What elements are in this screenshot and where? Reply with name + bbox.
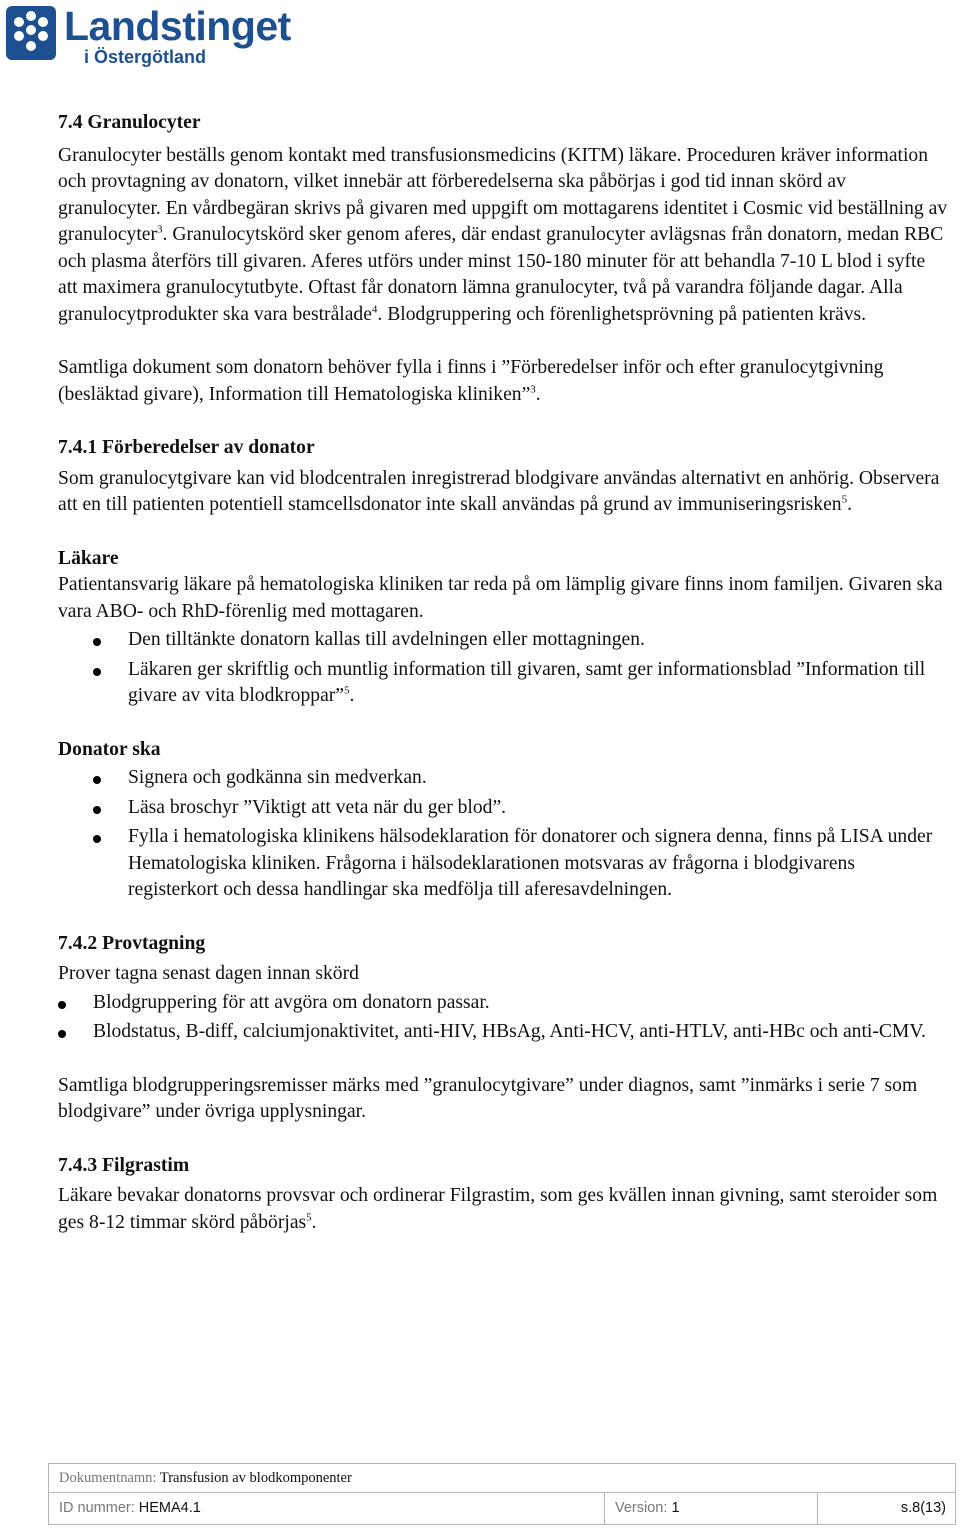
section-heading-7-4-2: 7.4.2 Provtagning (58, 932, 206, 954)
list-item: Blodgruppering för att avgöra om donatorn passar. (58, 990, 948, 1017)
footer-version: Version: 1 (604, 1493, 680, 1524)
bullet-icon (93, 806, 101, 814)
subheading-donator-ska: Donator ska (58, 738, 161, 760)
bullet-icon (93, 638, 101, 646)
document-body (58, 110, 948, 1236)
footer-meta-row (48, 1492, 956, 1525)
bullet-icon (93, 668, 101, 676)
logo-name: Landstinget (64, 3, 291, 49)
footer-value: Transfusion av blodkomponenter (159, 1470, 352, 1486)
document-footer (48, 1463, 956, 1524)
bullet-list-lakare (58, 627, 948, 710)
section-heading-7-4: 7.4 Granulocyter (58, 112, 201, 133)
footer-id: ID nummer: HEMA4.1 (59, 1500, 201, 1516)
paragraph-lakare: Patientansvarig läkare på hematologiska kliniken tar reda på om lämplig givare finns inom familjen. Givaren ska vara ABO- och RhD-förenlig med mottagaren. (58, 574, 943, 622)
bullet-icon (93, 776, 101, 784)
list-item: Läkaren ger skriftlig och muntlig information till givaren, samt ger informationsblad ”Information till givare av vita blodkroppar”$^5$. (58, 657, 948, 710)
footer-document-name (48, 1463, 956, 1492)
section-heading-7-4-1: 7.4.1 Förberedelser av donator (58, 437, 315, 458)
subheading-lakare: Läkare (58, 547, 119, 569)
bullet-icon (93, 835, 101, 843)
list-item: Signera och godkänna sin medverkan. (58, 765, 948, 792)
list-item: Läsa broschyr ”Viktigt att veta när du ger blod”. (58, 795, 948, 822)
organization-logo (4, 2, 291, 72)
footer-page-number: s.8(13) (817, 1493, 954, 1524)
paragraph-prover: Prover tagna senast dagen innan skörd (58, 963, 359, 984)
paragraph-filgrastim: Läkare bevakar donatorns provsvar och ordinerar Filgrastim, som ges kvällen innan givning, samt steroider som ges 8-12 timmar skörd påbörjas$^5$. (58, 1185, 938, 1233)
bullet-list-provtagning (58, 990, 948, 1046)
section-heading-7-4-3: 7.4.3 Filgrastim (58, 1154, 190, 1176)
paragraph-forberedelser: Som granulocytgivare kan vid blodcentralen inregistrerad blodgivare användas alternativt en anhörig. Observera att en till patienten potentiell stamcellsdonator inte skall användas på grund av immuniseringsrisken$^5$. (58, 467, 940, 515)
bullet-list-donator (58, 765, 948, 904)
logo-emblem-icon (4, 2, 60, 64)
paragraph-blodgrupperingsremisser: Samtliga blodgrupperingsremisser märks med ”granulocytgivare” under diagnos, samt ”inmärks i serie 7 som blodgivare” under övriga upplysningar. (58, 1074, 918, 1122)
list-item: Blodstatus, B-diff, calciumjonaktivitet, anti-HIV, HBsAg, Anti-HCV, anti-HTLV, anti-HBc och anti-CMV. (58, 1019, 948, 1046)
logo-subtitle: i Östergötland (84, 47, 207, 67)
footer-label: Dokumentnamn: (59, 1470, 157, 1486)
bullet-icon (58, 1001, 66, 1009)
list-item: Den tilltänkte donatorn kallas till avdelningen eller mottagningen. (58, 627, 948, 654)
paragraph-granulocyter: Granulocyter beställs genom kontakt med transfusionsmedicins (KITM) läkare. Proceduren kräver information och provtagning av donatorn, vilket innebär att förberedelserna ska påbörjas i god tid innan skörd av granulocyter. En vårdbegäran skrivs på givaren med uppgift om mottagarens identitet i Cosmic vid beställning av granulocyter$^3$. Granulocytskörd sker genom aferes, där endast granulocyter avlägsnas från donatorn, medan RBC och plasma återförs till givaren. Aferes utförs under minst 150-180 minuter för att behandla 7-10 L blod i syfte att maximera granulocytutbyte. Oftast får donatorn lämna granulocyter, två på varandra följande dagar. Alla granulocytprodukter ska vara bestrålade$^4$. Blodgruppering och förenlighetsprövning på patienten krävs. (58, 144, 948, 325)
bullet-icon (58, 1030, 66, 1038)
list-item: Fylla i hematologiska klinikens hälsodeklaration för donatorer och signera denna, finns på LISA under Hematologiska kliniken. Frågorna i hälsodeklarationen motsvaras av frågorna i blodgivarens registerkort och dessa handlingar ska medfölja till aferesavdelningen. (58, 824, 948, 904)
paragraph-samtliga-dokument: Samtliga dokument som donatorn behöver fylla i finns i ”Förberedelser inför och efter granulocytgivning (besläktad givare), Information till Hematologiska kliniken”$^3$. (58, 357, 884, 405)
